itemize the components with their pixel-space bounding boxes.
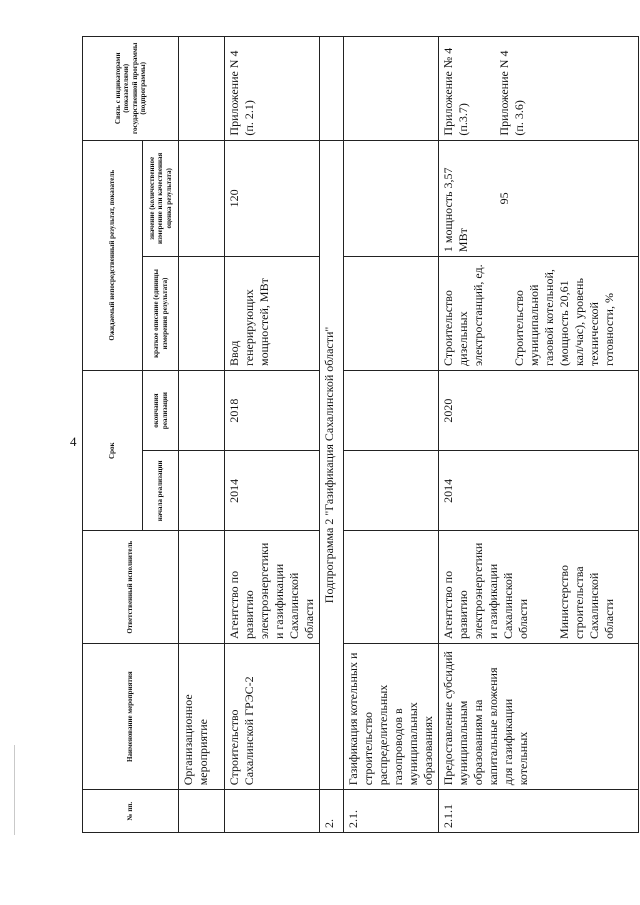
header-period: Срок (83, 370, 143, 530)
cell-num (179, 790, 225, 833)
cell-desc (439, 257, 639, 371)
cell-link (179, 37, 225, 141)
cell-start (344, 451, 439, 531)
cell-executor (344, 531, 439, 644)
header-result: Ожидаемый непосредственный результат, показатель (83, 140, 143, 370)
cell-link: Приложение N 4 (п. 2.1) (225, 37, 320, 141)
cell-start (179, 451, 225, 531)
program-table (82, 36, 639, 833)
desc-2: Строительство муниципальной газовой котельной, (мощность 20,61 кал/час), уровень технической готовности, % (512, 269, 616, 366)
cell-desc (344, 257, 439, 371)
cell-executor (439, 531, 639, 644)
table-row (225, 37, 320, 833)
cell-num: 2.1. (344, 790, 439, 833)
executor-1: Агентство по развитию электроэнергетики и газификации Сахалинской области (441, 542, 530, 640)
cell-name: Предоставление субсидий муниципальным образованиям на капитальные вложения для газификации котельных (439, 644, 639, 790)
subprogram-empty (320, 37, 344, 141)
cell-executor: Агентство по развитию электроэнергетики и газификации Сахалинской области (225, 531, 320, 644)
header-row-1 (83, 37, 143, 833)
val-2: 95 (497, 192, 511, 205)
header-num: № пп. (83, 790, 179, 833)
header-start: начала реализации (143, 451, 179, 531)
desc-1: Строительство дизельных электростанций, ед. (441, 264, 485, 366)
subprogram-num: 2. (320, 790, 344, 833)
cell-desc (179, 257, 225, 371)
cell-name: Строительство Сахалинской ГРЭС-2 (225, 644, 320, 790)
cell-val (439, 140, 639, 256)
cell-end (179, 370, 225, 450)
cell-end (344, 370, 439, 450)
cell-link (439, 37, 639, 141)
page-number: 4 (70, 434, 77, 449)
link-2: Приложение N 4 (п. 3.6) (497, 50, 526, 136)
cell-num: 2.1.1 (439, 790, 639, 833)
cell-val (344, 140, 439, 256)
cell-end: 2018 (225, 370, 320, 450)
executor-2: Министерство строительства Сахалинской области (557, 565, 616, 640)
subprogram-title: Подпрограмма 2 "Газификация Сахалинской области" (320, 140, 344, 790)
cell-start: 2014 (439, 451, 639, 531)
header-executor: Ответственный исполнитель (83, 531, 179, 644)
cell-val (179, 140, 225, 256)
cell-val: 120 (225, 140, 320, 256)
table-row (344, 37, 439, 833)
cell-name: Организационное мероприятие (179, 644, 225, 790)
cell-start: 2014 (225, 451, 320, 531)
val-1: 1 мощность 3,57 МВт (441, 167, 470, 253)
cell-link (344, 37, 439, 141)
cell-desc: Ввод генерирующих мощностей, МВт (225, 257, 320, 371)
link-1: Приложение № 4 (п.3.7) (441, 47, 470, 136)
cell-name: Газификация котельных и строительство распределительных газопроводов в муниципальных образованиях (344, 644, 439, 790)
header-result-val: значение (количественное измерение или качественная оценка результата) (143, 140, 179, 256)
rotated-table-container (82, 36, 616, 833)
header-link: Связь с индикаторами (показателями) государственной программы (подпрограммы) (83, 37, 179, 141)
cell-num (225, 790, 320, 833)
subprogram-row (320, 37, 344, 833)
cell-executor (179, 531, 225, 644)
scan-artifact-line (14, 745, 15, 835)
header-name: Наименование мероприятия (83, 644, 179, 790)
table-row (179, 37, 225, 833)
header-result-desc: краткое описание (единицы измерения результата) (143, 257, 179, 371)
cell-end: 2020 (439, 370, 639, 450)
header-end: окончания реализации (143, 370, 179, 450)
table-row (439, 37, 639, 833)
